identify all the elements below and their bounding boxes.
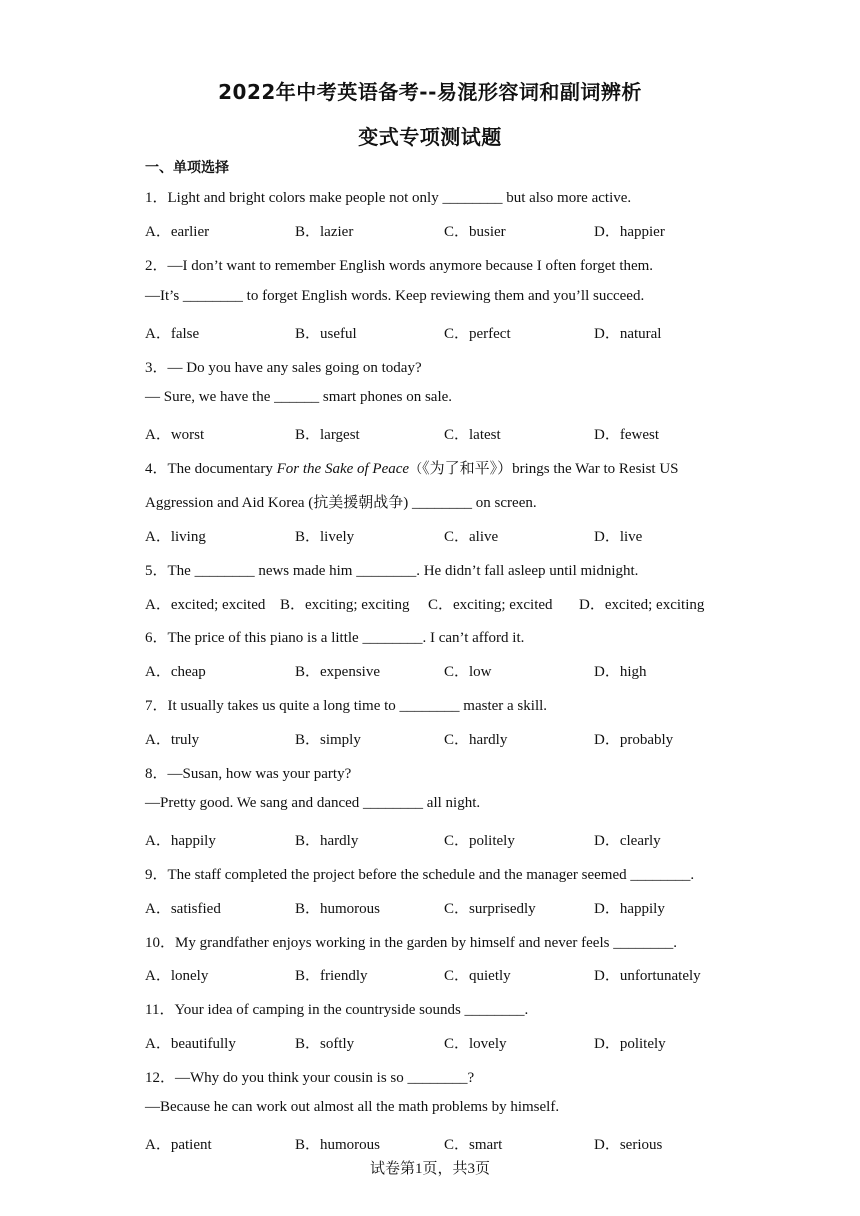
q11-option-b[interactable]: B．softly — [295, 1036, 355, 1052]
q12-option-c[interactable]: C．smart — [444, 1137, 503, 1153]
question-5: 5．The ________ news made him ________. He didn’t fall asleep until midnight. — [145, 563, 639, 579]
q3-option-c[interactable]: C．latest — [444, 427, 501, 443]
q5-option-c[interactable]: C．exciting; excited — [428, 597, 553, 613]
q8-option-b[interactable]: B．hardly — [295, 833, 359, 849]
documentary-title: For the Sake of Peace — [276, 461, 410, 477]
q2-option-c[interactable]: C．perfect — [444, 326, 511, 342]
q10-option-c[interactable]: C．quietly — [444, 968, 511, 984]
q9-option-d[interactable]: D．happily — [594, 901, 665, 917]
q7-option-d[interactable]: D．probably — [594, 732, 674, 748]
q2-option-d[interactable]: D．natural — [594, 326, 662, 342]
q11-option-d[interactable]: D．politely — [594, 1036, 666, 1052]
q8-option-a[interactable]: A．happily — [145, 833, 216, 849]
q11-option-c[interactable]: C．lovely — [444, 1036, 507, 1052]
q6-option-b[interactable]: B．expensive — [295, 664, 380, 680]
question-11: 11．Your idea of camping in the countryside sounds ________. — [145, 1002, 529, 1018]
q6-option-c[interactable]: C．low — [444, 664, 492, 680]
q5-option-d[interactable]: D．excited; exciting — [579, 597, 705, 613]
q3-option-a[interactable]: A．worst — [145, 427, 205, 443]
q12-option-d[interactable]: D．serious — [594, 1137, 663, 1153]
q4-option-d[interactable]: D．live — [594, 529, 643, 545]
page-title: 2022年中考英语备考--易混形容词和副词辨析 — [218, 80, 642, 104]
q11-option-a[interactable]: A．beautifully — [145, 1036, 236, 1052]
question-4 — [145, 457, 679, 478]
q1-option-d[interactable]: D．happier — [594, 224, 665, 240]
q9-option-b[interactable]: B．humorous — [295, 901, 381, 917]
q4-option-c[interactable]: C．alive — [444, 529, 499, 545]
q3-option-d[interactable]: D．fewest — [594, 427, 659, 443]
question-2: 2．—I don’t want to remember English words anymore because I often forget them. — [145, 258, 654, 274]
q10-option-b[interactable]: B．friendly — [295, 968, 368, 984]
q4-option-b[interactable]: B．lively — [295, 529, 355, 545]
q8-option-c[interactable]: C．politely — [444, 833, 515, 849]
q12-option-b[interactable]: B．humorous — [295, 1137, 381, 1153]
question-7: 7．It usually takes us quite a long time to ________ master a skill. — [145, 698, 548, 714]
q2-option-a[interactable]: A．false — [145, 326, 200, 342]
q7-option-b[interactable]: B．simply — [295, 732, 361, 748]
question-9: 9．The staff completed the project before the schedule and the manager seemed ________. — [145, 867, 695, 883]
question-8: 8．—Susan, how was your party? — [145, 766, 352, 782]
q8-option-d[interactable]: D．clearly — [594, 833, 661, 849]
question-12: 12．—Why do you think your cousin is so ________? — [145, 1070, 475, 1086]
q2-option-b[interactable]: B．useful — [295, 326, 357, 342]
q7-option-a[interactable]: A．truly — [145, 732, 200, 748]
q1-option-a[interactable]: A．earlier — [145, 224, 210, 240]
question-3: 3．— Do you have any sales going on today? — [145, 360, 422, 376]
q1-option-c[interactable]: C．busier — [444, 224, 506, 240]
q10-option-a[interactable]: A．lonely — [145, 968, 209, 984]
question-10: 10．My grandfather enjoys working in the garden by himself and never feels ________. — [145, 935, 677, 951]
q10-option-d[interactable]: D．unfortunately — [594, 968, 701, 984]
q4-option-a[interactable]: A．living — [145, 529, 206, 545]
question-1: 1．Light and bright colors make people not only ________ but also more active. — [145, 190, 632, 206]
question-4-suffix: 《为了和平》）brings the War to Resist US — [422, 461, 679, 477]
q6-option-d[interactable]: D．high — [594, 664, 647, 680]
question-3-line-2: — Sure, we have the ______ smart phones on sale. — [145, 389, 453, 405]
q5-option-a[interactable]: A．excited; excited — [145, 597, 266, 613]
q12-option-a[interactable]: A．patient — [145, 1137, 212, 1153]
section-heading: 一、单项选择 — [145, 160, 229, 176]
q1-option-b[interactable]: B．lazier — [295, 224, 354, 240]
question-6: 6．The price of this piano is a little ________. I can’t afford it. — [145, 630, 525, 646]
question-8-line-2: —Pretty good. We sang and danced ________ all night. — [145, 795, 481, 811]
q9-option-c[interactable]: C．surprisedly — [444, 901, 536, 917]
q7-option-c[interactable]: C．hardly — [444, 732, 508, 748]
question-2-line-2: —It’s ________ to forget English words. Keep reviewing them and you’ll succeed. — [145, 288, 645, 304]
page-footer: 试卷第1页，共3页 — [369, 1161, 490, 1177]
question-4-line-2: Aggression and Aid Korea (抗美援朝战争) ________ on screen. — [145, 495, 537, 511]
q9-option-a[interactable]: A．satisfied — [145, 901, 221, 917]
q5-option-b[interactable]: B．exciting; exciting — [280, 597, 410, 613]
question-12-line-2: —Because he can work out almost all the math problems by himself. — [145, 1099, 560, 1115]
page-subtitle: 变式专项测试题 — [358, 125, 502, 149]
q6-option-a[interactable]: A．cheap — [145, 664, 206, 680]
question-4-paren: （ — [409, 462, 423, 477]
q3-option-b[interactable]: B．largest — [295, 427, 360, 443]
question-4-prefix: 4．The documentary — [145, 461, 277, 477]
